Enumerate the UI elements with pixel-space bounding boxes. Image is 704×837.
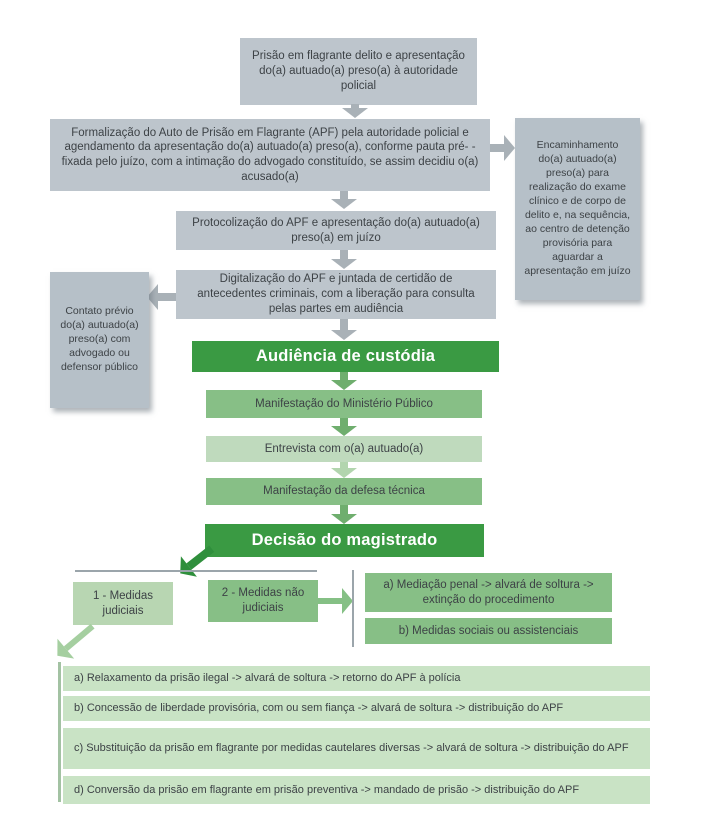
arrow-down-prisao-to-formalizacao-icon [342, 104, 368, 118]
arrow-down-audiencia-to-ministerio-icon [331, 372, 357, 390]
node-prisao-flagrante: Prisão em flagrante delito e apresentação do(a) autuado(a) preso(a) à autoridade policial [240, 38, 477, 105]
node-medidas-judiciais: 1 - Medidas judiciais [73, 582, 173, 625]
node-protocolizacao-apf: Protocolização do APF e apresentação do(a) autuado(a) preso(a) em juízo [176, 211, 496, 250]
node-medidas-sociais: b) Medidas sociais ou assistenciais [365, 618, 612, 644]
bracket-line-medidas [75, 570, 317, 572]
node-medidas-nao-judiciais: 2 - Medidas não judiciais [208, 580, 318, 622]
arrow-left-digitalizacao-to-contato-icon [147, 284, 176, 310]
node-contato-previo: Contato prévio do(a) autuado(a) preso(a) com advogado ou defensor público [50, 272, 149, 408]
node-outcome-liberdade-provisoria: b) Concessão de liberdade provisória, com ou sem fiança -> alvará de soltura -> distribuição do APF [63, 696, 650, 721]
arrow-down-formalizacao-to-protocolizacao-icon [331, 191, 357, 209]
banner-audiencia-custodia: Audiência de custódia [192, 341, 499, 372]
node-outcome-conversao: d) Conversão da prisão em flagrante em prisão preventiva -> mandado de prisão -> distribuição do APF [63, 776, 650, 804]
arrow-right-formalizacao-to-encaminhamento-icon [490, 135, 515, 161]
arrow-right-nao-judiciais-icon [318, 588, 353, 614]
arrow-down-protocolizacao-to-digitalizacao-icon [331, 250, 357, 269]
node-entrevista-autuado: Entrevista com o(a) autuado(a) [206, 436, 482, 462]
node-encaminhamento-exame: Encaminhamento do(a) autuado(a) preso(a) para realização do exame clínico e de corpo de delito e, na sequência, ao centro de detenção provisória para aguardar a apresentação em juízo [515, 118, 640, 300]
bracket-line-outcomes [58, 662, 61, 802]
node-outcome-relaxamento: a) Relaxamento da prisão ilegal -> alvará de soltura -> retorno do APF à polícia [63, 666, 650, 691]
bracket-line-nao-judiciais [352, 570, 354, 647]
node-digitalizacao-apf: Digitalização do APF e juntada de certidão de antecedentes criminais, com a liberação para consulta pelas partes em audiência [176, 270, 496, 319]
node-outcome-substituicao: c) Substituição da prisão em flagrante por medidas cautelares diversas -> alvará de soltura -> distribuição do APF [63, 728, 650, 769]
node-manifestacao-ministerio-publico: Manifestação do Ministério Público [206, 390, 482, 418]
arrow-down-entrevista-to-defesa-icon [331, 462, 357, 478]
banner-decisao-magistrado: Decisão do magistrado [205, 524, 484, 557]
node-formalizacao-apf: Formalização do Auto de Prisão em Flagrante (APF) pela autoridade policial e agendamento da apresentação do(a) autuado(a) preso(a), conforme pauta pré- -fixada pelo juízo, com a intimação do advogado constituído, se assim decidiu o(a) acusado(a) [50, 119, 490, 191]
arrow-down-digitalizacao-to-audiencia-icon [331, 319, 357, 340]
arrow-down-defesa-to-decisao-icon [331, 505, 357, 524]
node-mediacao-penal: a) Mediação penal -> alvará de soltura -> extinção do procedimento [365, 573, 612, 612]
arrow-down-ministerio-to-entrevista-icon [331, 418, 357, 436]
node-manifestacao-defesa: Manifestação da defesa técnica [206, 478, 482, 505]
